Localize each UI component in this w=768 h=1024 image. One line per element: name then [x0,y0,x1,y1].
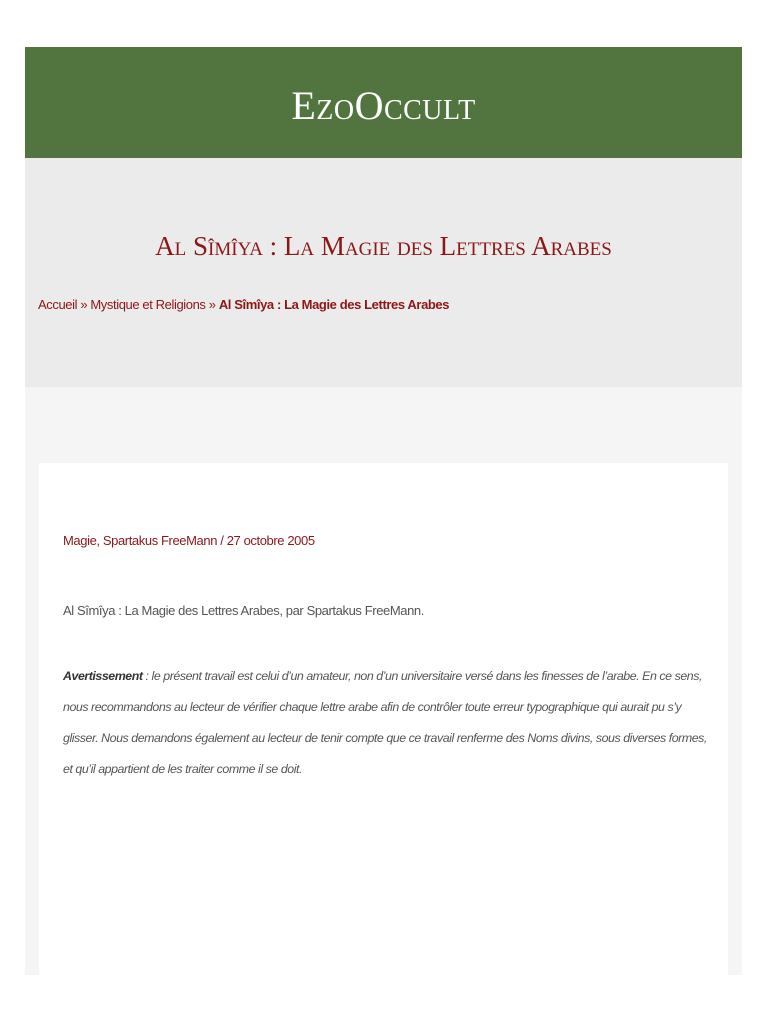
site-title-link[interactable]: EzoOccult [291,83,476,128]
warning-text: : le présent travail est celui d’un amateur, non d’un universitaire versé dans les finesses de l’arabe. En ce sens, nous recommandons au lecteur de vérifier chaque lettre arabe afin de contrôler toute erreur typographique qui aurait pu s’y glisser. Nous demandons également au lecteur de tenir compte que ce travail renferme des Noms divins, sous diverses formes, et qu’il appartient de les traiter comme il se doit. [63,669,707,776]
post-date: 27 octobre 2005 [226,533,315,548]
title-band [25,158,742,387]
breadcrumb-home-link[interactable]: Accueil [38,297,78,312]
breadcrumb-category-link[interactable]: Mystique et Religions [90,297,206,312]
breadcrumb-separator: » [205,297,219,312]
post-author-link[interactable]: Spartakus FreeMann [102,533,218,548]
page-title: Al Sîmîya : La Magie des Lettres Arabes [155,231,612,261]
warning-label: Avertissement [63,669,143,683]
breadcrumb [38,297,449,312]
breadcrumb-separator: » [77,297,91,312]
meta-separator: / [217,533,227,548]
breadcrumb-current: Al Sîmîya : La Magie des Lettres Arabes [218,297,450,312]
article [39,463,728,1024]
article-intro: Al Sîmîya : La Magie des Lettres Arabes, par Spartakus FreeMann. [63,603,424,618]
site-header [25,47,742,158]
post-category-link[interactable]: Magie [63,533,97,548]
post-meta [63,533,315,548]
article-warning [63,661,708,785]
meta-separator: , [96,533,103,548]
